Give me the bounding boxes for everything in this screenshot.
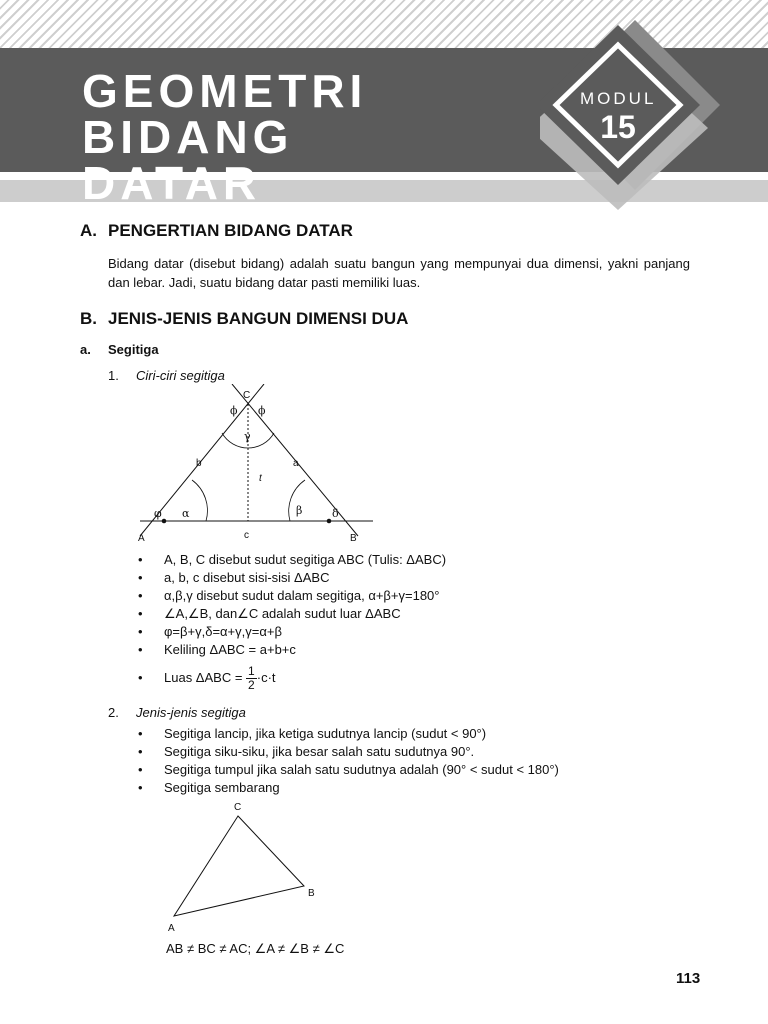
- list-item: • α,β,γ disebut sudut dalam segitiga, α+β+γ=180°: [136, 587, 446, 605]
- item-1-title: Ciri-ciri segitiga: [136, 368, 225, 383]
- luas-label: Luas ΔABC =: [164, 670, 243, 685]
- section-a-paragraph: Bidang datar (disebut bidang) adalah suatu bangun yang mempunyai dua dimensi, yakni panjang dan lebar. Jadi, suatu bidang datar pasti memiliki luas.: [108, 256, 690, 290]
- section-a-number: A.: [80, 221, 97, 240]
- page-number: 113: [676, 970, 701, 987]
- list-item: • Keliling ΔABC = a+b+c: [136, 641, 446, 659]
- vertex-c-label: C: [243, 390, 251, 401]
- section-b-heading: [80, 309, 408, 329]
- vertex-b-label: B: [308, 888, 315, 899]
- vertex-a-label: A: [138, 533, 145, 544]
- subsection-a-heading: [80, 342, 159, 357]
- triangle-diagram: [138, 384, 378, 546]
- section-b-number: B.: [80, 309, 97, 328]
- height-t-label: t: [259, 473, 262, 484]
- item-2-title: Jenis-jenis segitiga: [136, 705, 246, 720]
- angle-beta-label: β: [296, 504, 303, 517]
- fraction-numerator: 1: [248, 664, 255, 679]
- side-c-label: c: [244, 530, 249, 541]
- list-item: • a, b, c disebut sisi-sisi ΔABC: [136, 569, 446, 587]
- vertex-b-label: B: [350, 533, 357, 544]
- vertex-a-label: A: [168, 923, 175, 934]
- list-item: • Segitiga siku-siku, jika besar salah satu sudutnya 90°.: [136, 743, 559, 761]
- list-item: • A, B, C disebut sudut segitiga ABC (Tulis: ΔABC): [136, 551, 446, 569]
- luas-fraction: [246, 665, 257, 692]
- inequality-statement: AB ≠ BC ≠ AC; ∠A ≠ ∠B ≠ ∠C: [166, 941, 345, 956]
- title-line-2: DATAR: [82, 157, 262, 209]
- angle-phi-label: φ: [154, 507, 162, 520]
- modul-label: MODUL: [580, 89, 657, 108]
- list-item: • Segitiga tumpul jika salah satu sudutnya adalah (90° < sudut < 180°): [136, 761, 559, 779]
- list-item-luas: [136, 659, 446, 697]
- angle-phi-top-left: ϕ: [230, 404, 238, 417]
- side-a-label: a: [293, 458, 299, 469]
- list-item: • φ=β+γ,δ=α+γ,γ=α+β: [136, 623, 446, 641]
- item-1-number: 1.: [108, 368, 119, 383]
- item-2-heading: [108, 705, 246, 720]
- page-title: [82, 65, 562, 209]
- section-a-heading: [80, 221, 353, 241]
- modul-number: 15: [600, 109, 636, 145]
- item-2-number: 2.: [108, 705, 119, 720]
- list-item: • Segitiga lancip, jika ketiga sudutnya lancip (sudut < 90°): [136, 725, 559, 743]
- side-b-label: b: [196, 458, 202, 469]
- triangle-properties-list: [136, 551, 446, 697]
- angle-phi-top-right: ϕ: [258, 404, 266, 417]
- fraction-denominator: 2: [248, 678, 255, 693]
- subsection-a-title: Segitiga: [108, 342, 159, 357]
- vertex-c-label: C: [234, 802, 242, 813]
- title-line-1: GEOMETRI BIDANG: [82, 65, 368, 163]
- angle-alpha-label: α: [182, 507, 190, 520]
- luas-rest: ·c·t: [256, 670, 276, 685]
- section-b-title: JENIS-JENIS BANGUN DIMENSI DUA: [108, 309, 409, 328]
- angle-delta-label: δ: [332, 507, 339, 520]
- scalene-triangle-diagram: [160, 798, 330, 938]
- list-item: • Segitiga sembarang: [136, 779, 559, 797]
- subsection-a-number: a.: [80, 342, 91, 357]
- angle-gamma-label: γ: [244, 430, 251, 443]
- item-1-heading: [108, 368, 225, 383]
- list-item: • ∠A,∠B, dan∠C adalah sudut luar ΔABC: [136, 605, 446, 623]
- section-a-title: PENGERTIAN BIDANG DATAR: [108, 221, 353, 240]
- triangle-types-list: [136, 725, 559, 797]
